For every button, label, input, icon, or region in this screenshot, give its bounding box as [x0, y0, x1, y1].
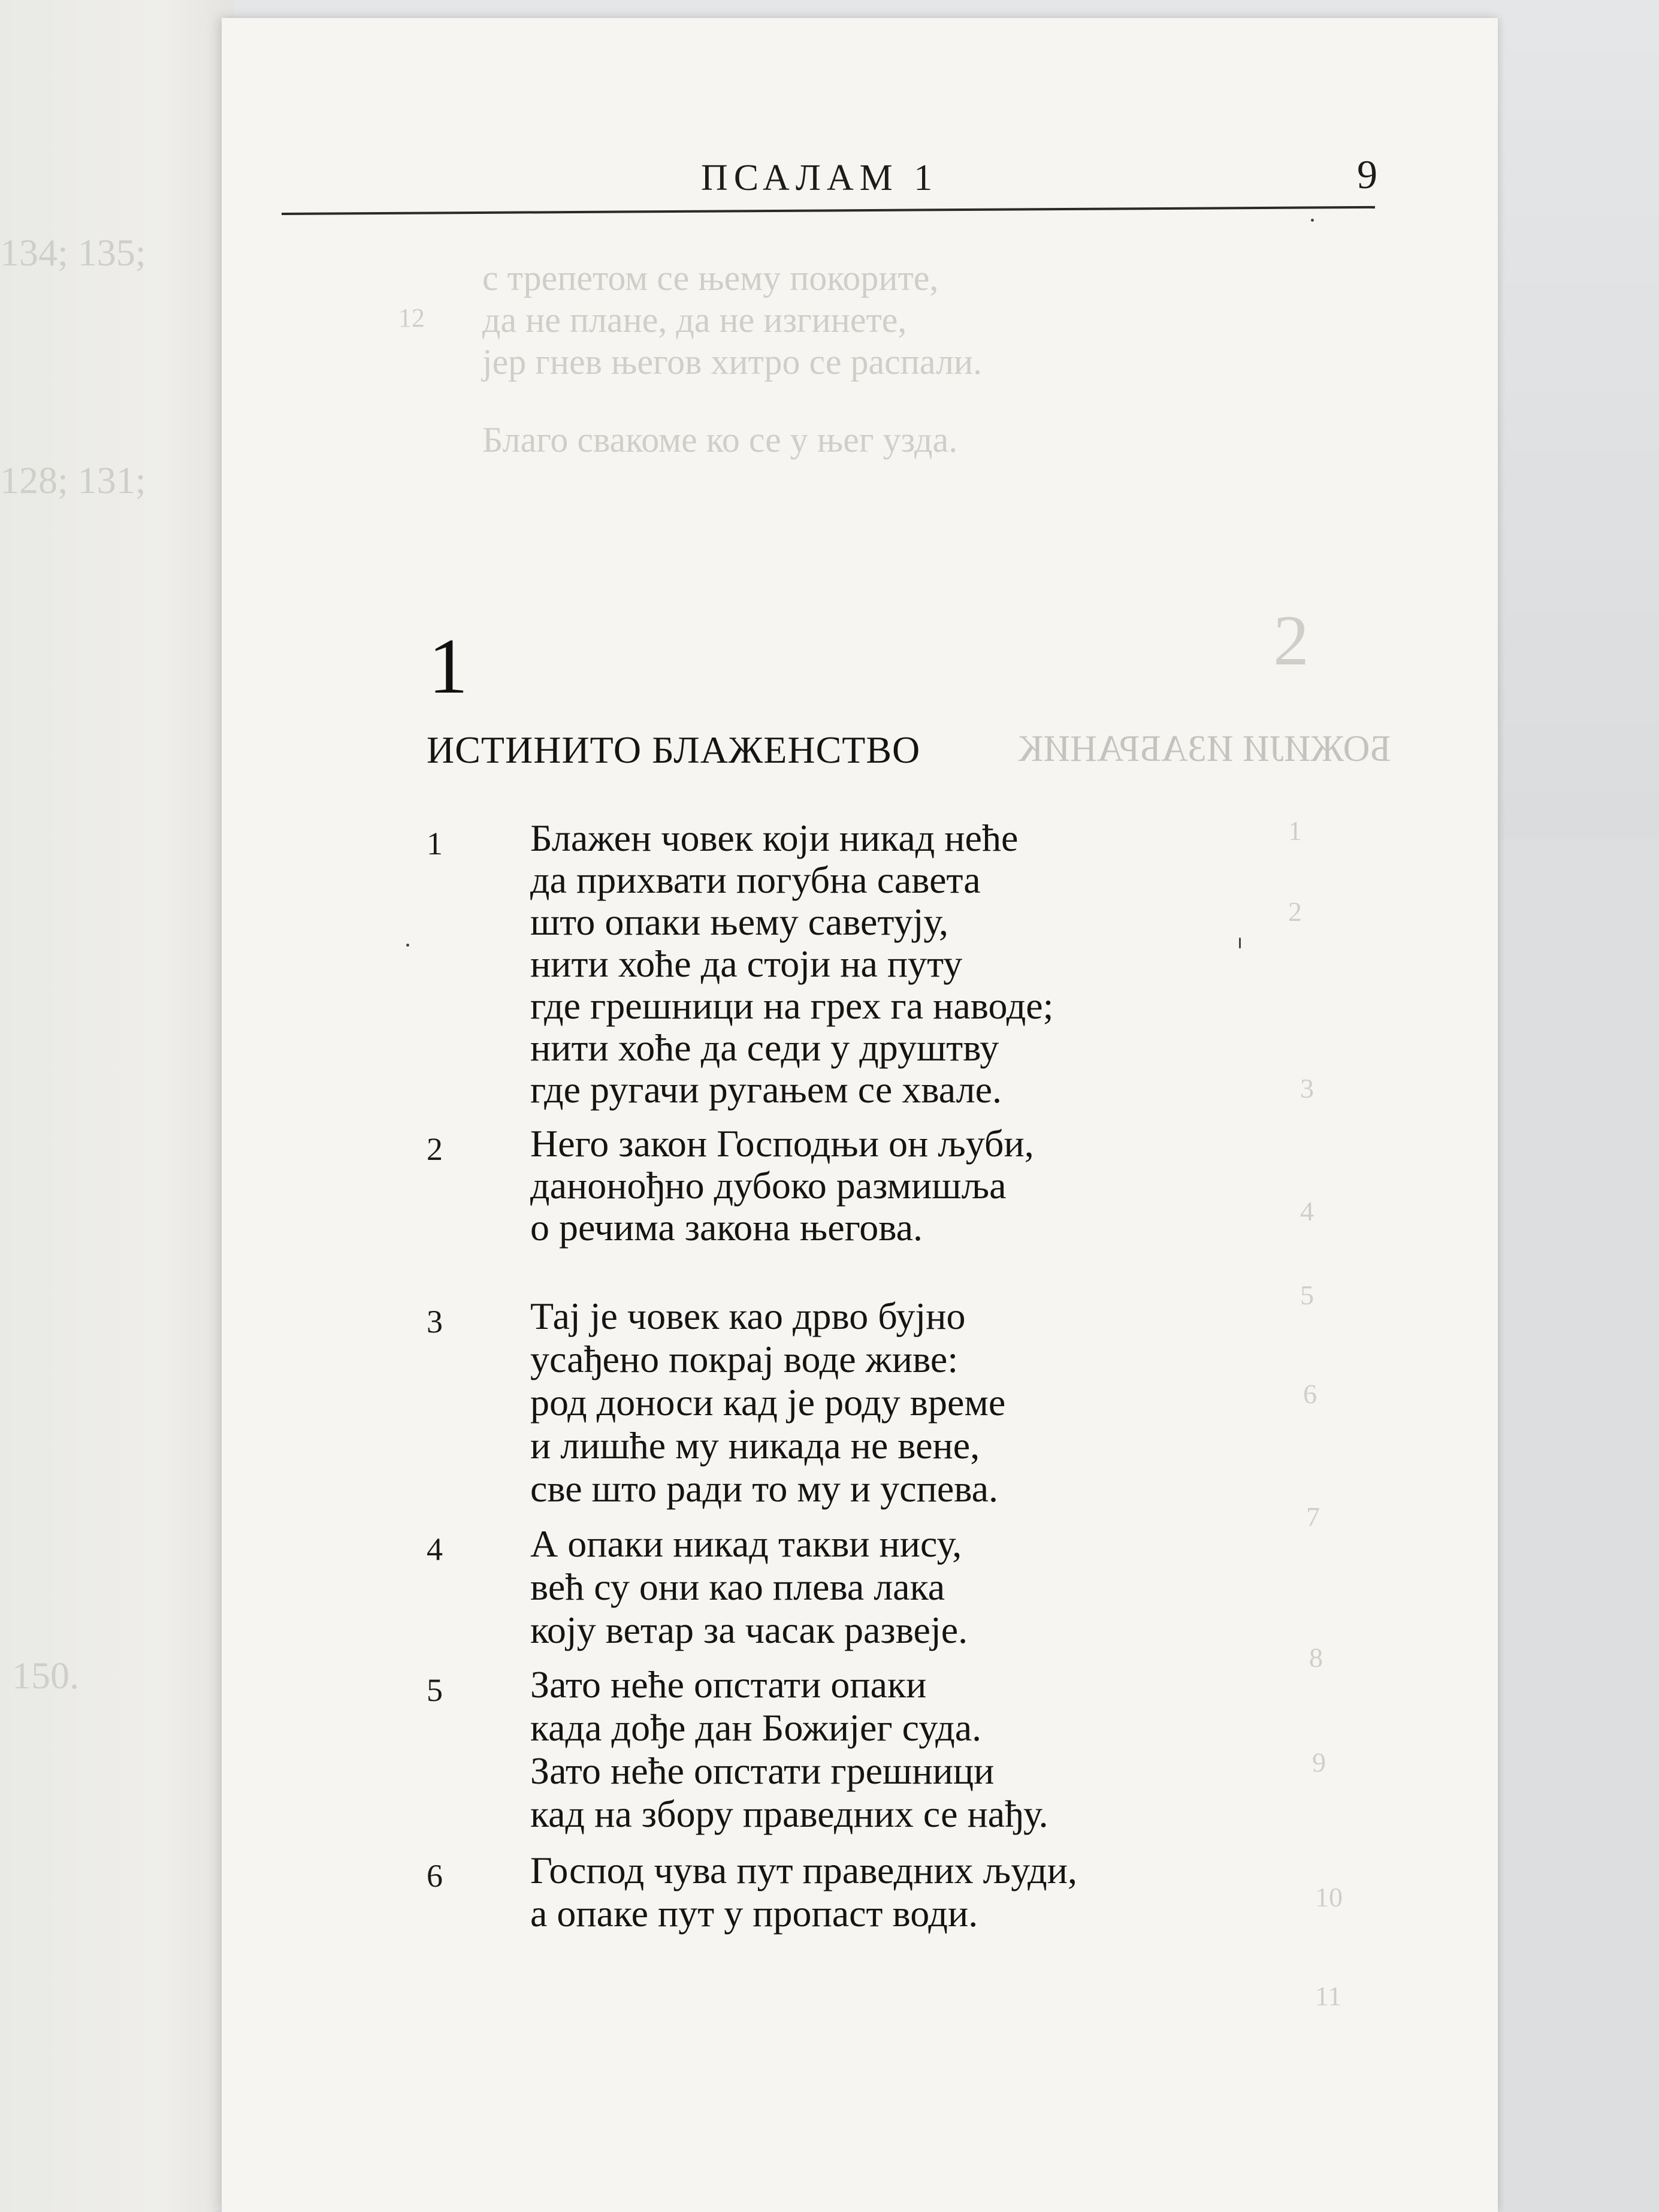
- show-through-psalm-number: 2: [1273, 600, 1309, 680]
- show-through-verse-number: 1: [1288, 815, 1302, 846]
- verse-line: данонођно дубоко размишља: [530, 1164, 1007, 1207]
- show-through-verse-number: 8: [1309, 1642, 1323, 1673]
- verse-number: 3: [427, 1304, 443, 1340]
- previous-page-ref: 134; 135;: [0, 231, 146, 274]
- verse-line: све што ради то му и успева.: [530, 1467, 998, 1510]
- previous-page-ref: 128; 131;: [0, 459, 146, 501]
- paper-speck: [1311, 219, 1314, 222]
- verse-line: Зато неће опстати грешници: [530, 1749, 995, 1792]
- show-through-verse-number: 3: [1300, 1073, 1314, 1104]
- show-through-heading: БОЖИЈИ ИЗАБРАНИК: [1019, 729, 1391, 769]
- verse-line: већ су они као плева лака: [530, 1566, 945, 1608]
- show-through-verse-number: 9: [1312, 1747, 1326, 1778]
- show-through-verse-number: 5: [1300, 1280, 1314, 1310]
- verse-line: кад на збору праведних се нађу.: [530, 1793, 1048, 1835]
- verse-line: нити хоће да стоји на путу: [530, 942, 963, 985]
- verse-number: 1: [427, 826, 443, 862]
- show-through-line: Благо свакоме ко се у њег узда.: [482, 420, 958, 460]
- show-through-verse-number: 11: [1315, 1981, 1342, 2011]
- previous-page-edge: [0, 0, 234, 2212]
- verse-line: а опаке пут у пропаст води.: [530, 1892, 978, 1935]
- show-through-line: јер гнев његов хитро се распали.: [482, 342, 983, 382]
- verse-line: Зато неће опстати опаки: [530, 1663, 927, 1706]
- verse-line: о речима закона његова.: [530, 1206, 923, 1249]
- verse-number: 4: [427, 1531, 443, 1567]
- verse-line: нити хоће да седи у друштву: [530, 1026, 999, 1069]
- show-through-verse-number: 12: [398, 303, 425, 333]
- previous-page-ref: 150.: [12, 1654, 79, 1697]
- psalm-heading: ИСТИНИТО БЛАЖЕНСТВО: [427, 729, 921, 771]
- running-title: ПСАЛАМ 1: [701, 158, 939, 198]
- show-through-verse-number: 10: [1315, 1882, 1343, 1912]
- verse-line: када дође дан Божијег суда.: [530, 1706, 982, 1749]
- verse-line: род доноси кад је роду време: [530, 1381, 1006, 1424]
- verse-line: коју ветар за часак развеје.: [530, 1609, 968, 1651]
- show-through-line: да не плане, да не изгинете,: [482, 300, 907, 340]
- show-through-verse-number: 4: [1300, 1196, 1314, 1226]
- show-through-verse-number: 6: [1303, 1379, 1317, 1409]
- paper-speck: [406, 944, 409, 947]
- verse-line: што опаки њему саветују,: [530, 900, 948, 943]
- verse-number: 6: [427, 1858, 443, 1894]
- show-through-verse-number: 7: [1306, 1501, 1320, 1532]
- verse-line: Блажен човек који никад неће: [530, 817, 1019, 859]
- show-through-verse-number: 2: [1288, 896, 1302, 927]
- verse-number: 5: [427, 1672, 443, 1708]
- show-through-line: с трепетом се њему покорите,: [482, 258, 939, 298]
- verse-line: да прихвати погубна савета: [530, 859, 981, 901]
- verse-line: где ругачи ругањем се хвале.: [530, 1068, 1002, 1111]
- paper-speck: [1239, 938, 1241, 948]
- verse-line: Него закон Господњи он љуби,: [530, 1122, 1034, 1165]
- verse-line: А опаки никад такви нису,: [530, 1522, 962, 1565]
- verse-line: Господ чува пут праведних људи,: [530, 1849, 1077, 1891]
- verse-line: усађено покрај воде живе:: [530, 1338, 959, 1380]
- verse-line: Тај је човек као дрво бујно: [530, 1295, 966, 1337]
- verse-number: 2: [427, 1131, 443, 1167]
- verse-line: где грешници на грех га наводе;: [530, 984, 1054, 1027]
- psalm-number: 1: [428, 622, 468, 710]
- verse-line: и лишће му никада не вене,: [530, 1424, 980, 1467]
- page-number: 9: [1357, 152, 1377, 197]
